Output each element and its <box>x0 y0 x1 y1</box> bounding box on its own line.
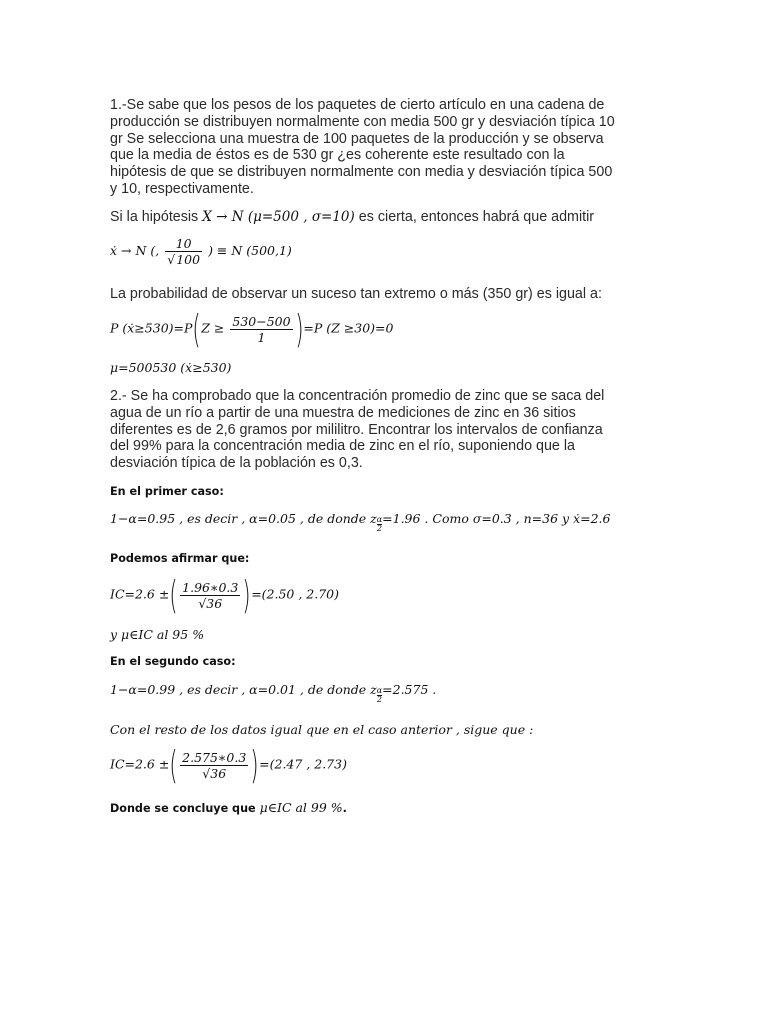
statement-line: producción se distribuyen normalmente con media 500 gr y desviación típica 10 <box>110 113 615 130</box>
ic2-radicand: 36 <box>210 765 227 781</box>
subscript-denominator: 2 <box>376 695 382 704</box>
statement-line: hipótesis de que se distribuyen normalmente con media y desviación típica 500 <box>110 164 613 181</box>
rest-line: Con el resto de los datos igual que en el caso anterior , sigue que : <box>110 722 534 737</box>
hypothesis-formula: X → N (μ=500 , σ=10) <box>202 209 355 225</box>
sampling-numerator: 10 <box>165 236 202 252</box>
alpha-half-subscript <box>377 516 382 533</box>
final-conclusion <box>110 799 347 817</box>
ic2-numerator: 2.575∗0.3 <box>182 749 247 765</box>
statement-line: diferentes es de 2,6 gramos por mililitro. Encontrar los intervalos de confianza <box>110 421 603 438</box>
case2-formula <box>110 681 437 704</box>
ic1-numerator: 1.96∗0.3 <box>182 579 239 595</box>
ic1-fraction <box>180 580 240 611</box>
problem1-statement <box>110 97 670 198</box>
right-paren-icon: ) <box>242 573 251 617</box>
case2-formula-b: =2.575 . <box>382 682 437 697</box>
case2-heading: En el segundo caso: <box>110 655 236 668</box>
ic1-rhs: =(2.50 , 2.70) <box>251 586 339 602</box>
final-prefix: Donde se concluye que <box>110 802 256 815</box>
sampling-lhs: ẋ → N (, <box>110 243 160 259</box>
right-paren-icon: ) <box>250 743 259 787</box>
statement-line: que la media de éstos es de 530 gr ¿es coherente este resultado con la <box>110 147 565 164</box>
prob-numerator: 530−500 <box>232 313 291 329</box>
left-paren-icon: ( <box>169 573 178 617</box>
sampling-denominator: √100 <box>167 252 201 267</box>
ic1-conclusion: y μ∈IC al 95 % <box>110 627 205 642</box>
final-suffix: . <box>342 802 347 815</box>
statement-line: 2.- Se ha comprobado que la concentración promedio de zinc que se saca del <box>110 388 605 404</box>
ic2-denominator: √36 <box>202 765 227 781</box>
subscript-numerator: α <box>376 515 383 524</box>
ic2-rhs: =(2.47 , 2.73) <box>259 756 347 772</box>
probability-text: La probabilidad de observar un suceso tan extremo o más (350 gr) es igual a: <box>110 286 602 302</box>
statement-line: agua de un río a partir de una muestra de mediciones de zinc en 36 sitios <box>110 404 576 421</box>
prob-z: Z ≥ <box>201 320 225 336</box>
case1-formula-a: 1−α=0.95 , es decir , α=0.05 , de donde z <box>110 511 377 526</box>
problem2-statement <box>110 388 670 472</box>
hypothesis-suffix: es cierta, entonces habrá que admitir <box>358 209 595 225</box>
sampling-fraction <box>165 236 202 267</box>
ic1-radicand: 36 <box>206 595 223 611</box>
statement-line: gr Se selecciona una muestra de 100 paquetes de la producción y se observa <box>110 130 604 147</box>
hypothesis-line <box>110 208 594 226</box>
probability-formula <box>110 307 394 351</box>
ic2-lhs: IC=2.6 ± <box>110 756 170 772</box>
subscript-numerator: α <box>376 686 383 695</box>
ic2-formula <box>110 743 347 787</box>
ic1-lhs: IC=2.6 ± <box>110 586 170 602</box>
ic2-fraction <box>180 750 248 781</box>
case1-heading: En el primer caso: <box>110 485 224 498</box>
prob-rhs: =P (Z ≥30)=0 <box>303 320 394 336</box>
right-paren-icon: ) <box>294 307 304 351</box>
left-paren-icon: ( <box>192 307 201 351</box>
prob-fraction <box>230 314 292 345</box>
case1-formula-b: =1.96 . Como σ=0.3 , n=36 y ẋ=2.6 <box>382 511 611 526</box>
ic1-denominator: √36 <box>198 595 223 611</box>
mu-line: μ=500530 (ẋ≥530) <box>110 360 232 375</box>
sampling-rhs: ) ≡ N (500,1) <box>208 243 292 259</box>
subscript-denominator: 2 <box>376 524 382 533</box>
alpha-half-subscript <box>377 687 382 704</box>
statement-line: del 99% para la concentración media de zinc en el río, suponiendo que la <box>110 438 575 455</box>
prob-denominator: 1 <box>257 329 266 345</box>
sampling-radicand: 100 <box>176 252 201 267</box>
ic1-formula <box>110 573 339 617</box>
hypothesis-prefix: Si la hipótesis <box>110 209 199 225</box>
case2-formula-a: 1−α=0.99 , es decir , α=0.01 , de donde z <box>110 682 377 697</box>
statement-line: desviación típica de la población es 0,3. <box>110 455 363 472</box>
statement-line: y 10, respectivamente. <box>110 180 254 197</box>
left-paren-icon: ( <box>169 743 178 787</box>
sampling-formula <box>110 236 292 267</box>
final-formula: μ∈IC al 99 % <box>259 800 343 815</box>
prob-lhs: P (ẋ≥530)=P <box>110 320 193 336</box>
affirm-heading: Podemos afirmar que: <box>110 552 250 565</box>
statement-line: 1.-Se sabe que los pesos de los paquetes de cierto artículo en una cadena de <box>110 97 605 113</box>
case1-formula <box>110 510 611 533</box>
